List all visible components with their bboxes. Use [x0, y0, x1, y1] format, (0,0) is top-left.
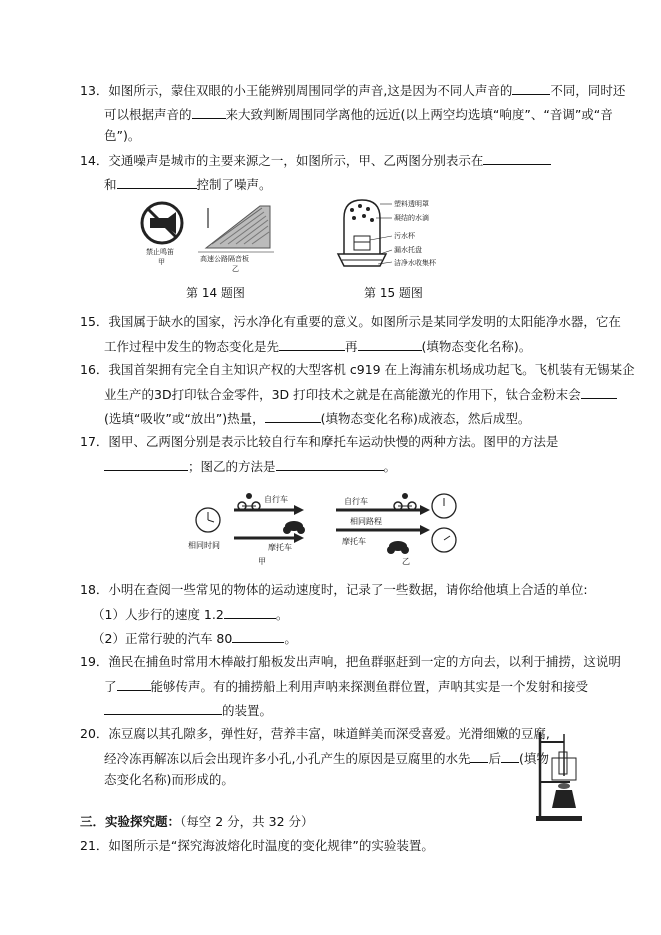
answer-blank[interactable] — [581, 386, 617, 399]
answer-blank[interactable] — [104, 458, 188, 471]
q19-text: 了 — [104, 679, 117, 694]
q15-text: (填物态变化名称)。 — [421, 339, 532, 354]
purifier-label: 漏水托盘 — [394, 246, 422, 254]
fig-sub-jia: 甲 — [158, 258, 165, 266]
bike-label: 自行车 — [344, 497, 368, 506]
q21-line-1 — [80, 838, 434, 854]
q14-text: 和 — [104, 177, 117, 192]
q14-text: 14．交通噪声是城市的主要来源之一，如图所示，甲、乙两图分别表示在 — [80, 153, 484, 168]
moto-label: 摩托车 — [342, 537, 366, 546]
q18-line-3 — [92, 630, 297, 647]
q14-line-1 — [80, 152, 551, 169]
q17-line-2 — [104, 458, 396, 475]
q13-text: 来大致判断周围同学离他的远近(以上两空均选填“响度”、“音调”或“音 — [225, 107, 613, 122]
solar-purifier-figure — [334, 196, 450, 274]
sound-barrier-figure — [198, 198, 274, 276]
q13-text: 13．如图所示，蒙住双眼的小王能辨别周围同学的声音,这是因为不同人声音的 — [80, 83, 513, 98]
q15-line-1 — [80, 314, 621, 330]
answer-blank[interactable] — [117, 678, 151, 691]
q16-line-2 — [104, 386, 617, 403]
q13-text: 不同，同时还 — [550, 83, 626, 98]
fig-sub-jia: 甲 — [258, 557, 266, 566]
answer-blank[interactable] — [232, 630, 284, 643]
q18-text: 18．小明在查阅一些常见的物体的运动速度时，记录了一些数据，请你给他填上合适的单位: — [80, 582, 588, 597]
melting-apparatus-figure — [534, 728, 584, 824]
q20-text: 后 — [488, 751, 501, 766]
q16-text: 16．我国首架拥有完全自主知识产权的大型客机 c919 在上海浦东机场成功起飞。飞机装有无锡某企 — [80, 362, 635, 377]
purifier-label: 污水杯 — [394, 232, 415, 240]
bike-label: 自行车 — [264, 495, 288, 504]
q15-text: 15．我国属于缺水的国家，污水净化有重要的意义。如图所示是某同学发明的太阳能净水器，它在 — [80, 314, 621, 329]
q15-text: 工作过程中发生的物态变化是先 — [104, 339, 280, 354]
answer-blank[interactable] — [224, 606, 276, 619]
q20-text: 经冷冻再解冻以后会出现许多小孔,小孔产生的原因是豆腐里的水先 — [104, 751, 471, 766]
answer-blank[interactable] — [501, 750, 519, 763]
section-3-heading — [80, 814, 314, 830]
answer-blank[interactable] — [483, 152, 551, 165]
q13-line-3 — [104, 128, 140, 144]
q18-period: 。 — [284, 631, 297, 646]
q17-text: ；图乙的方法是 — [188, 459, 276, 474]
q14-line-2 — [104, 176, 272, 193]
q16-text: (填物态变化名称)成液态，然后成型。 — [320, 411, 531, 426]
answer-blank[interactable] — [265, 410, 321, 423]
q18-period: 。 — [275, 607, 289, 622]
q17-text: 17．图甲、乙两图分别是表示比较自行车和摩托车运动快慢的两种方法。图甲的方法是 — [80, 434, 559, 449]
q13-text: 可以根据声音的 — [104, 107, 192, 122]
q16-text: (选填“吸收”或“放出”)热量， — [104, 411, 265, 426]
q19-text: 能够传声。有的捕捞船上利用声呐来探测鱼群位置，声呐其实是一个发射和接受 — [150, 679, 589, 694]
q13-line-2 — [104, 106, 613, 123]
answer-blank[interactable] — [470, 750, 488, 763]
q13-line-1 — [80, 82, 625, 99]
answer-blank[interactable] — [104, 702, 222, 715]
same-time-label: 相同时间 — [188, 541, 220, 550]
q19-line-2 — [104, 678, 588, 695]
same-distance-label: 相同路程 — [350, 517, 382, 526]
moto-label: 摩托车 — [268, 543, 292, 552]
q15-line-2 — [104, 338, 531, 355]
q19-text: 19．渔民在捕鱼时常用木棒敲打船板发出声响，把鱼群驱赶到一定的方向去，以利于捕捞，这说明 — [80, 654, 621, 669]
q19-text: 的装置。 — [222, 703, 273, 718]
purifier-label: 塑料透明罩 — [394, 200, 429, 208]
q20-line-2 — [104, 750, 549, 767]
answer-blank[interactable] — [276, 458, 384, 471]
q13-text: 色”)。 — [104, 128, 141, 143]
fig-sub-yi: 乙 — [402, 557, 410, 566]
no-honking-figure — [132, 198, 192, 268]
no-honking-label: 禁止鸣笛 — [146, 248, 174, 256]
answer-blank[interactable] — [192, 106, 226, 119]
q18-text: （2）正常行驶的汽车 80 — [92, 631, 233, 646]
q20-line-3 — [104, 772, 234, 788]
answer-blank[interactable] — [117, 176, 197, 189]
q15-text: 再 — [345, 339, 358, 354]
q19-line-3 — [104, 702, 272, 719]
q14-text: 控制了噪声。 — [196, 177, 272, 192]
section-title: 三．实验探究题： — [80, 814, 181, 829]
q17-text: 。 — [383, 459, 397, 474]
purifier-label: 凝结的水滴 — [394, 214, 429, 222]
q16-text: 业生产的3D打印钛合金零件，3D 打印技术之就是在高能激光的作用下，钛合金粉末会 — [104, 387, 581, 402]
purifier-label: 洁净水收集杯 — [394, 259, 436, 267]
q16-line-3 — [104, 410, 530, 427]
q20-text: 态变化名称)而形成的。 — [104, 772, 234, 787]
motion-figure-jia — [190, 484, 320, 568]
answer-blank[interactable] — [279, 338, 345, 351]
q16-line-1 — [80, 362, 635, 378]
q19-line-1 — [80, 654, 621, 670]
fig-sub-yi: 乙 — [232, 265, 239, 273]
section-note: （每空 2 分，共 32 分） — [180, 814, 314, 829]
melting-apparatus-diagram — [534, 728, 584, 824]
q20-text: (填物 — [519, 751, 549, 766]
motion-figure-yi — [334, 484, 462, 568]
sound-barrier-label: 高速公路隔音板 — [200, 255, 249, 263]
q20-line-1 — [80, 726, 550, 742]
answer-blank[interactable] — [358, 338, 422, 351]
sound-barrier-image — [198, 198, 274, 256]
answer-blank[interactable] — [512, 82, 550, 95]
q21-text: 21．如图所示是“探究海波熔化时温度的变化规律”的实验装置。 — [80, 838, 434, 853]
q20-text: 20．冻豆腐以其孔隙多，弹性好，营养丰富，味道鲜美而深受喜爱。光滑细嫩的豆腐, — [80, 726, 550, 741]
q18-line-2 — [92, 606, 288, 623]
q18-text: （1）人步行的速度 1.2 — [92, 607, 224, 622]
figure-caption-15: 第 15 题图 — [364, 286, 423, 300]
figure-caption-14: 第 14 题图 — [186, 286, 245, 300]
motion-diagram-jia — [190, 484, 320, 568]
q18-line-1 — [80, 582, 588, 598]
q17-line-1 — [80, 434, 558, 450]
